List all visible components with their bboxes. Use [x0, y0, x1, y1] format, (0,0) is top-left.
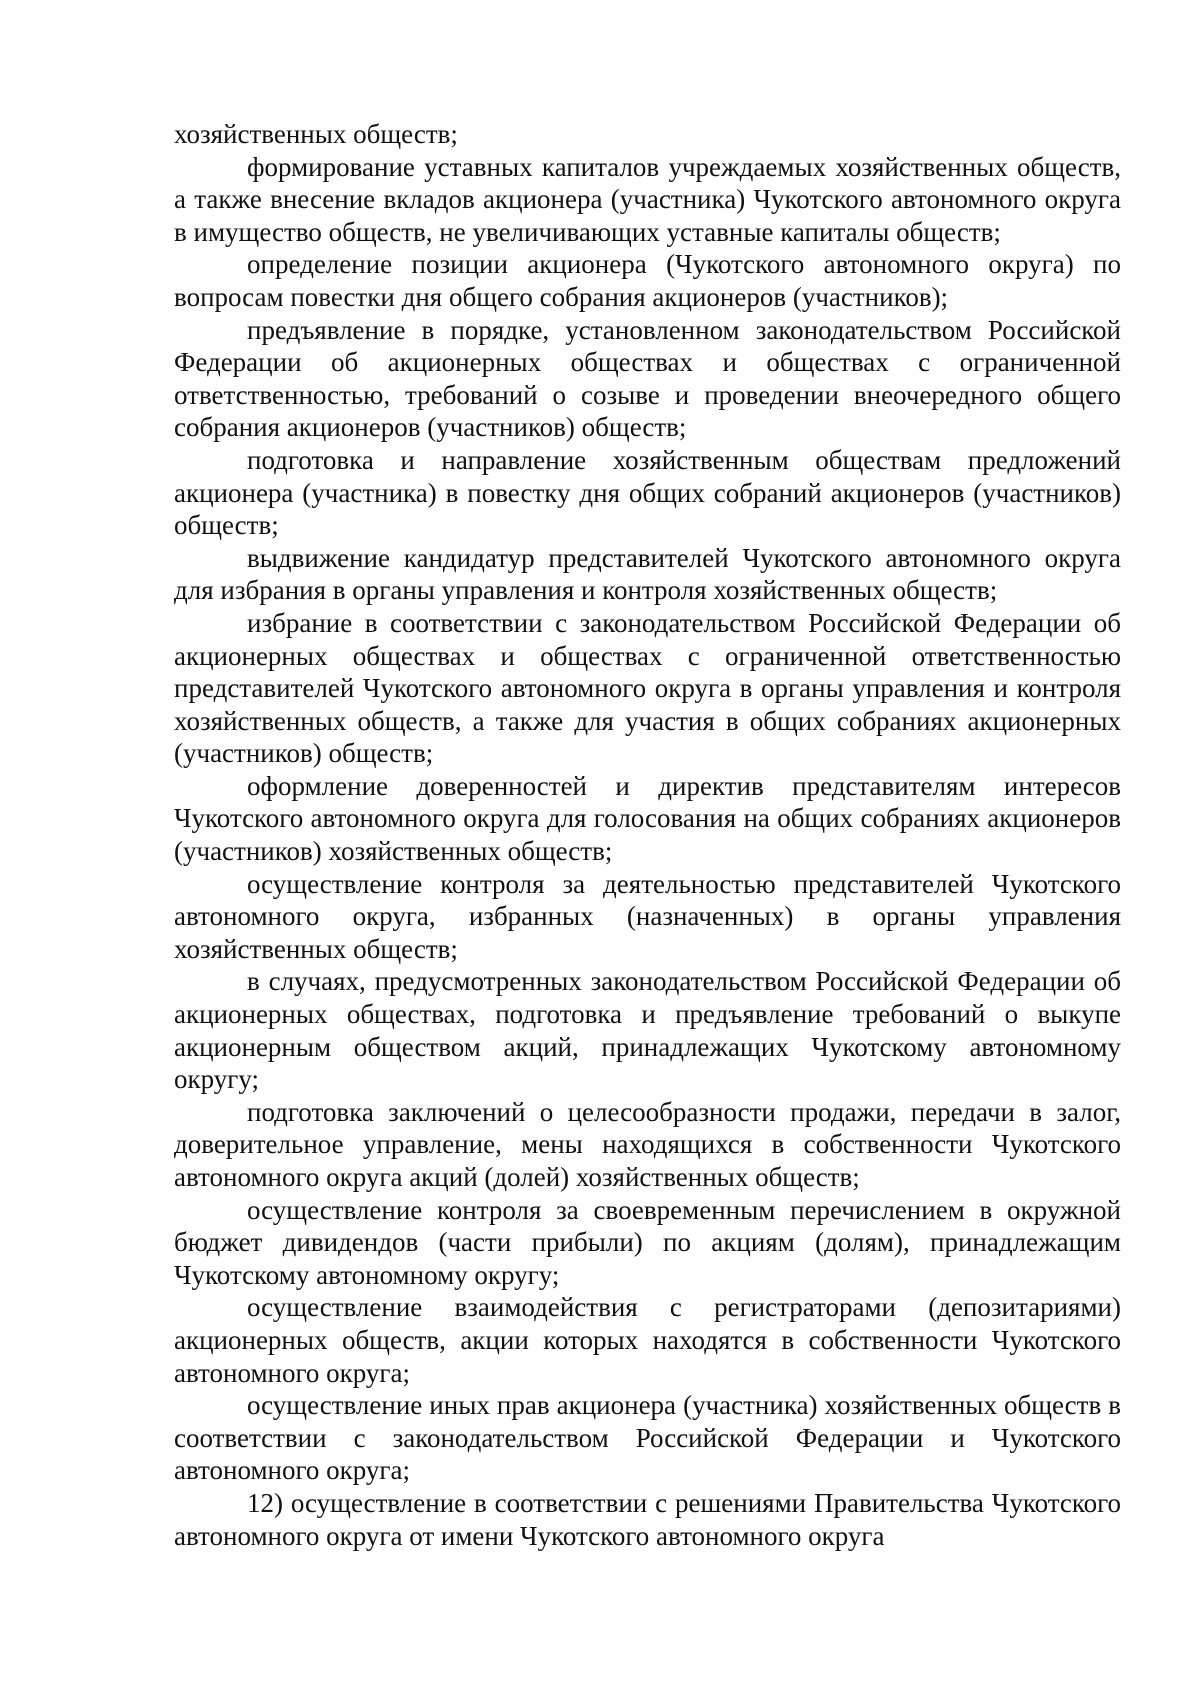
paragraph-powers-of-attorney: оформление доверенностей и директив представителям интересов Чукотского автономного округа для голосования на общих собраниях акционеров (участников) хозяйственных обществ;: [174, 770, 1121, 867]
paragraph-item-12: 12) осуществление в соответствии с решениями Правительства Чукотского автономного округа от имени Чукотского автономного округа: [174, 1487, 1121, 1551]
paragraph-other-rights: осуществление иных прав акционера (участника) хозяйственных обществ в соответствии с законодательством Российской Федерации и Чукотского автономного округа;: [174, 1390, 1121, 1486]
paragraph-extraordinary-meeting: предъявление в порядке, установленном законодательством Российской Федерации об акционерных обществах и обществах с ограниченной ответственностью, требований о созыве и проведении внеочередного общего собрания акционеров (участников) обществ;: [174, 314, 1121, 443]
paragraph-election: избрание в соответствии с законодательством Российской Федерации об акционерных обществах и обществах с ограниченной ответственностью представителей Чукотского автономного округа в органы управления и контроля хозяйственных обществ, а также для участия в общих собраниях акционерных (участников) обществ;: [174, 607, 1121, 769]
document-body: [174, 118, 1121, 1552]
paragraph-expediency-conclusions: подготовка заключений о целесообразности продажи, передачи в залог, доверительное управление, мены находящихся в собственности Чукотского автономного округа акций (долей) хозяйственных обществ;: [174, 1096, 1121, 1192]
paragraph-continuation: хозяйственных обществ;: [174, 119, 458, 149]
paragraph-representative-control: осуществление контроля за деятельностью представителей Чукотского автономного округа, избранных (назначенных) в органы управления хозяйственных обществ;: [174, 868, 1121, 964]
paragraph-agenda-proposals: подготовка и направление хозяйственным обществам предложений акционера (участника) в повестку дня общих собраний акционеров (участников) обществ;: [174, 444, 1121, 541]
paragraph-registrar-interaction: осуществление взаимодействия с регистраторами (депозитариями) акционерных обществ, акции которых находятся в собственности Чукотского автономного округа;: [174, 1292, 1121, 1388]
paragraph-shareholder-position: определение позиции акционера (Чукотского автономного округа) по вопросам повестки дня общего собрания акционеров (участников);: [174, 249, 1121, 312]
paragraph-charter-capital: формирование уставных капиталов учреждаемых хозяйственных обществ, а также внесение вкладов акционера (участника) Чукотского автономного округа в имущество обществ, не увеличивающих уставные капиталы обществ;: [174, 151, 1121, 247]
paragraph-share-buyback: в случаях, предусмотренных законодательством Российской Федерации об акционерных обществах, подготовка и предъявление требований о выкупе акционерным обществом акций, принадлежащих Чукотскому автономному округу;: [174, 966, 1121, 1095]
paragraph-nomination: выдвижение кандидатур представителей Чукотского автономного округа для избрания в органы управления и контроля хозяйственных обществ;: [174, 542, 1121, 606]
paragraph-dividend-control: осуществление контроля за своевременным перечислением в окружной бюджет дивидендов (части прибыли) по акциям (долям), принадлежащим Чукотскому автономному округу;: [174, 1194, 1121, 1290]
